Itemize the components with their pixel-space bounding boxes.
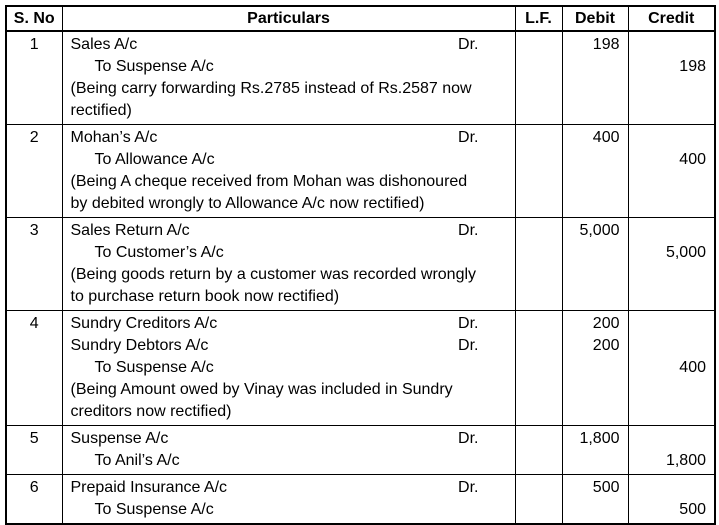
- particulars-cell: [62, 125, 515, 218]
- particulars-line: [63, 220, 515, 242]
- debit-cell: [562, 218, 628, 311]
- credit-cell: [628, 475, 715, 525]
- dr-label: Dr.: [458, 129, 479, 146]
- empty-amount-line: [629, 34, 715, 56]
- credit-cell: [628, 426, 715, 475]
- sno-cell: [6, 125, 62, 218]
- empty-amount-line: [563, 56, 628, 78]
- narration-text: to purchase return book now rectified): [70, 288, 340, 305]
- credit-account-name: To Suspense A/c: [94, 501, 214, 518]
- debit-cell: [562, 426, 628, 475]
- particulars-cell: [62, 31, 515, 125]
- credit-amount: 400: [679, 151, 706, 168]
- particulars-line: [63, 428, 515, 450]
- dr-label: Dr.: [458, 479, 479, 496]
- credit-account-name: To Anil’s A/c: [94, 452, 180, 469]
- particulars-line: [63, 477, 515, 499]
- particulars-line: [63, 450, 515, 472]
- debit-account-name: Suspense A/c: [70, 430, 169, 447]
- particulars-line: [63, 78, 515, 100]
- lf-cell: [515, 125, 562, 218]
- dr-label: Dr.: [458, 36, 479, 53]
- empty-amount-line: [629, 379, 715, 401]
- dr-label: Dr.: [458, 430, 479, 447]
- particulars-line: [63, 286, 515, 308]
- debit-cell: [562, 311, 628, 426]
- particulars-cell: [62, 475, 515, 525]
- empty-amount-line: [563, 149, 628, 171]
- empty-amount-line: [629, 220, 715, 242]
- entry-number: 3: [29, 222, 39, 239]
- entry-number: 4: [29, 315, 39, 332]
- particulars-line: [63, 264, 515, 286]
- empty-amount-line: [629, 428, 715, 450]
- empty-amount-line: [629, 127, 715, 149]
- particulars-line: [63, 401, 515, 423]
- particulars-line: [63, 100, 515, 122]
- sno-cell: [6, 475, 62, 525]
- particulars-line: [63, 242, 515, 264]
- debit-cell: [562, 475, 628, 525]
- particulars-line: [63, 379, 515, 401]
- empty-amount-line: [629, 401, 715, 423]
- particulars-cell: [62, 218, 515, 311]
- credit-cell: [628, 125, 715, 218]
- debit-account-name: Mohan’s A/c: [70, 129, 158, 146]
- empty-amount-line: [629, 193, 715, 215]
- credit-cell: [628, 218, 715, 311]
- debit-cell: [562, 31, 628, 125]
- particulars-line: [63, 335, 515, 357]
- debit-amount: 5,000: [579, 222, 620, 239]
- journal-table: [5, 5, 716, 525]
- entry-number: 5: [29, 430, 39, 447]
- credit-amount: 198: [679, 58, 706, 75]
- debit-amount: 400: [592, 129, 620, 146]
- narration-text: by debited wrongly to Allowance A/c now rectified): [70, 195, 425, 212]
- journal-table-body: [6, 31, 715, 524]
- lf-cell: [515, 426, 562, 475]
- col-header-particulars: Particulars: [62, 6, 515, 31]
- dr-label: Dr.: [458, 222, 479, 239]
- particulars-line: [63, 149, 515, 171]
- empty-amount-line: [563, 193, 628, 215]
- particulars-line: [63, 193, 515, 215]
- empty-amount-line: [563, 264, 628, 286]
- lf-cell: [515, 475, 562, 525]
- narration-text: (Being carry forwarding Rs.2785 instead of Rs.2587 now: [70, 80, 472, 97]
- entry-number: 6: [29, 479, 39, 496]
- particulars-line: [63, 127, 515, 149]
- credit-account-name: To Suspense A/c: [94, 58, 214, 75]
- debit-account-name: Sales Return A/c: [70, 222, 190, 239]
- particulars-line: [63, 56, 515, 78]
- narration-text: (Being goods return by a customer was recorded wrongly: [70, 266, 477, 283]
- particulars-line: [63, 313, 515, 335]
- debit-amount: 198: [592, 36, 620, 53]
- credit-account-name: To Customer’s A/c: [94, 244, 224, 261]
- empty-amount-line: [629, 313, 715, 335]
- particulars-line: [63, 357, 515, 379]
- debit-amount: 200: [592, 337, 620, 354]
- header-row: [6, 6, 715, 31]
- col-header-sno: S. No: [6, 6, 62, 31]
- journal-entry-row: [6, 218, 715, 311]
- narration-text: (Being A cheque received from Mohan was dishonoured: [70, 173, 468, 190]
- credit-amount: 1,800: [665, 452, 706, 469]
- col-header-debit: Debit: [562, 6, 628, 31]
- empty-amount-line: [563, 78, 628, 100]
- empty-amount-line: [629, 264, 715, 286]
- sno-cell: [6, 218, 62, 311]
- lf-cell: [515, 311, 562, 426]
- journal-entry-row: [6, 475, 715, 525]
- debit-account-name: Sundry Creditors A/c: [70, 315, 218, 332]
- journal-entry-row: [6, 125, 715, 218]
- entry-number: 1: [29, 36, 39, 53]
- sno-cell: [6, 426, 62, 475]
- credit-amount: 5,000: [665, 244, 706, 261]
- col-header-credit: Credit: [628, 6, 715, 31]
- empty-amount-line: [629, 286, 715, 308]
- credit-cell: [628, 31, 715, 125]
- debit-amount: 200: [592, 315, 620, 332]
- narration-text: creditors now rectified): [70, 403, 232, 420]
- credit-account-name: To Suspense A/c: [94, 359, 214, 376]
- empty-amount-line: [563, 379, 628, 401]
- lf-cell: [515, 31, 562, 125]
- empty-amount-line: [563, 171, 628, 193]
- lf-cell: [515, 218, 562, 311]
- debit-amount: 1,800: [579, 430, 620, 447]
- empty-amount-line: [629, 335, 715, 357]
- credit-account-name: To Allowance A/c: [94, 151, 215, 168]
- particulars-line: [63, 171, 515, 193]
- dr-label: Dr.: [458, 315, 479, 332]
- empty-amount-line: [563, 401, 628, 423]
- credit-amount: 500: [679, 501, 706, 518]
- empty-amount-line: [563, 357, 628, 379]
- empty-amount-line: [629, 171, 715, 193]
- particulars-cell: [62, 426, 515, 475]
- empty-amount-line: [629, 78, 715, 100]
- empty-amount-line: [563, 242, 628, 264]
- debit-amount: 500: [592, 479, 620, 496]
- col-header-lf: L.F.: [515, 6, 562, 31]
- empty-amount-line: [629, 100, 715, 122]
- sno-cell: [6, 311, 62, 426]
- sno-cell: [6, 31, 62, 125]
- debit-account-name: Sundry Debtors A/c: [70, 337, 209, 354]
- debit-account-name: Sales A/c: [70, 36, 138, 53]
- journal-entry-row: [6, 31, 715, 125]
- particulars-line: [63, 34, 515, 56]
- debit-account-name: Prepaid Insurance A/c: [70, 479, 228, 496]
- particulars-cell: [62, 311, 515, 426]
- narration-text: rectified): [70, 102, 132, 119]
- empty-amount-line: [563, 286, 628, 308]
- journal-entry-row: [6, 311, 715, 426]
- dr-label: Dr.: [458, 337, 479, 354]
- credit-amount: 400: [679, 359, 706, 376]
- journal-entry-row: [6, 426, 715, 475]
- debit-cell: [562, 125, 628, 218]
- empty-amount-line: [563, 499, 628, 521]
- entry-number: 2: [29, 129, 39, 146]
- empty-amount-line: [629, 477, 715, 499]
- credit-cell: [628, 311, 715, 426]
- particulars-line: [63, 499, 515, 521]
- empty-amount-line: [563, 100, 628, 122]
- narration-text: (Being Amount owed by Vinay was included in Sundry: [70, 381, 453, 398]
- empty-amount-line: [563, 450, 628, 472]
